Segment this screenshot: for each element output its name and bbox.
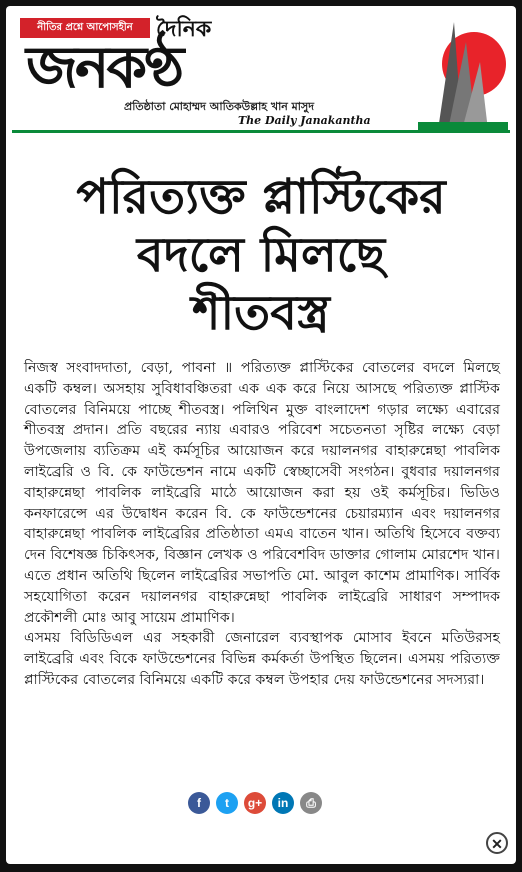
article-card <box>6 6 516 864</box>
masthead-tagline: নীতির প্রশ্নে আপোসহীন <box>20 18 150 38</box>
article-paragraph: এসময় বিডিডিএল এর সহকারী জেনারেল ব্যবস্থাপক মোসাব ইবনে মতিউরসহ লাইব্রেরি এবং বিকে ফাউন্ডেশনের বিভিন্ন কর্মকর্তা উপস্থিত ছিলেন। এসময় পরিত্যক্ত প্লাস্টিকের বোতলের বিনিময়ে একটি করে কম্বল উপহার দেয় ফাউন্ডেশনের সদস্যরা। <box>24 630 500 688</box>
close-button[interactable]: ✕ <box>486 832 508 854</box>
linkedin-share-icon[interactable]: in <box>272 792 294 814</box>
share-bar <box>188 792 322 816</box>
founder-line: প্রতিষ্ঠাতা মোহাম্মদ আতিকউল্লাহ খান মাসুদ <box>124 100 315 113</box>
masthead <box>6 6 516 136</box>
english-name: The Daily Janakantha <box>238 114 371 127</box>
masthead-divider <box>12 130 510 133</box>
article-headline <box>26 168 496 342</box>
googleplus-share-icon[interactable]: g+ <box>244 792 266 814</box>
martyrs-monument-emblem <box>418 12 508 130</box>
headline-line: বদলে মিলছে <box>136 227 386 283</box>
masthead-prefix: দৈনিক <box>156 17 212 42</box>
article-body <box>24 358 500 691</box>
headline-line: শীতবস্ত্র <box>192 285 330 341</box>
newspaper-logo: জনকণ্ঠ <box>26 33 182 101</box>
headline-line: পরিত্যক্ত প্লাস্টিকের <box>76 169 446 225</box>
twitter-share-icon[interactable]: t <box>216 792 238 814</box>
facebook-share-icon[interactable]: f <box>188 792 210 814</box>
article-paragraph: নিজস্ব সংবাদদাতা, বেড়া, পাবনা ॥ পরিত্যক্ত প্লাস্টিকের বোতলের বদলে মিলছে একটি কম্বল। অসহায় সুবিধাবঞ্চিতরা এক এক করে নিয়ে আসছে পরিত্যক্ত প্লাস্টিক বোতলের বিনিময়ে পাচ্ছে শীতবস্ত্র। পলিথিন মুক্ত বাংলাদেশ গড়ার লক্ষ্যে এবারের শীতবস্ত্র প্রদান। প্রতি বছরের ন্যায় এবারও পরিবেশ সচেতনতা সৃষ্টির লক্ষ্যে বেড়া উপজেলায় ব্যতিক্রম এই কর্মসূচির আয়োজন করে দয়ালনগর বাহারুন্নেছা পাবলিক লাইব্রেরি ও বি. কে ফাউন্ডেশন নামে একটি স্বেচ্ছাসেবী সংগঠন। বুধবার দয়ালনগর বাহারুন্নেছা পাবলিক লাইব্রেরি মাঠে আয়োজন করা হয় ওই কর্মসূচির। ভিডিও কনফারেন্সে এর উদ্বোধন করেন বি. কে ফাউন্ডেশনের চেয়ারম্যান এবং দয়ালনগর বাহারুন্নেছা পাবলিক লাইব্রেরির প্রতিষ্ঠাতা এমএ বাতেন খান। অতিথি হিসেবে বক্তব্য দেন বিশেষজ্ঞ চিকিৎসক, বিজ্ঞান লেখক ও পরিবেশবিদ ডাক্তার গোলাম মোরশেদ খান। এতে প্রধান অতিথি ছিলেন লাইব্রেরির সভাপতি মো. আবুল কাশেম প্রামাণিক। সার্বিক সহযোগিতা করেন দয়ালনগর বাহারুন্নেছা পাবলিক লাইব্রেরি সাধারণ সম্পাদক প্রকৌশলী মোঃ আবু সায়েম প্রামাণিক। <box>24 360 500 626</box>
print-icon[interactable]: ⎙ <box>300 792 322 814</box>
